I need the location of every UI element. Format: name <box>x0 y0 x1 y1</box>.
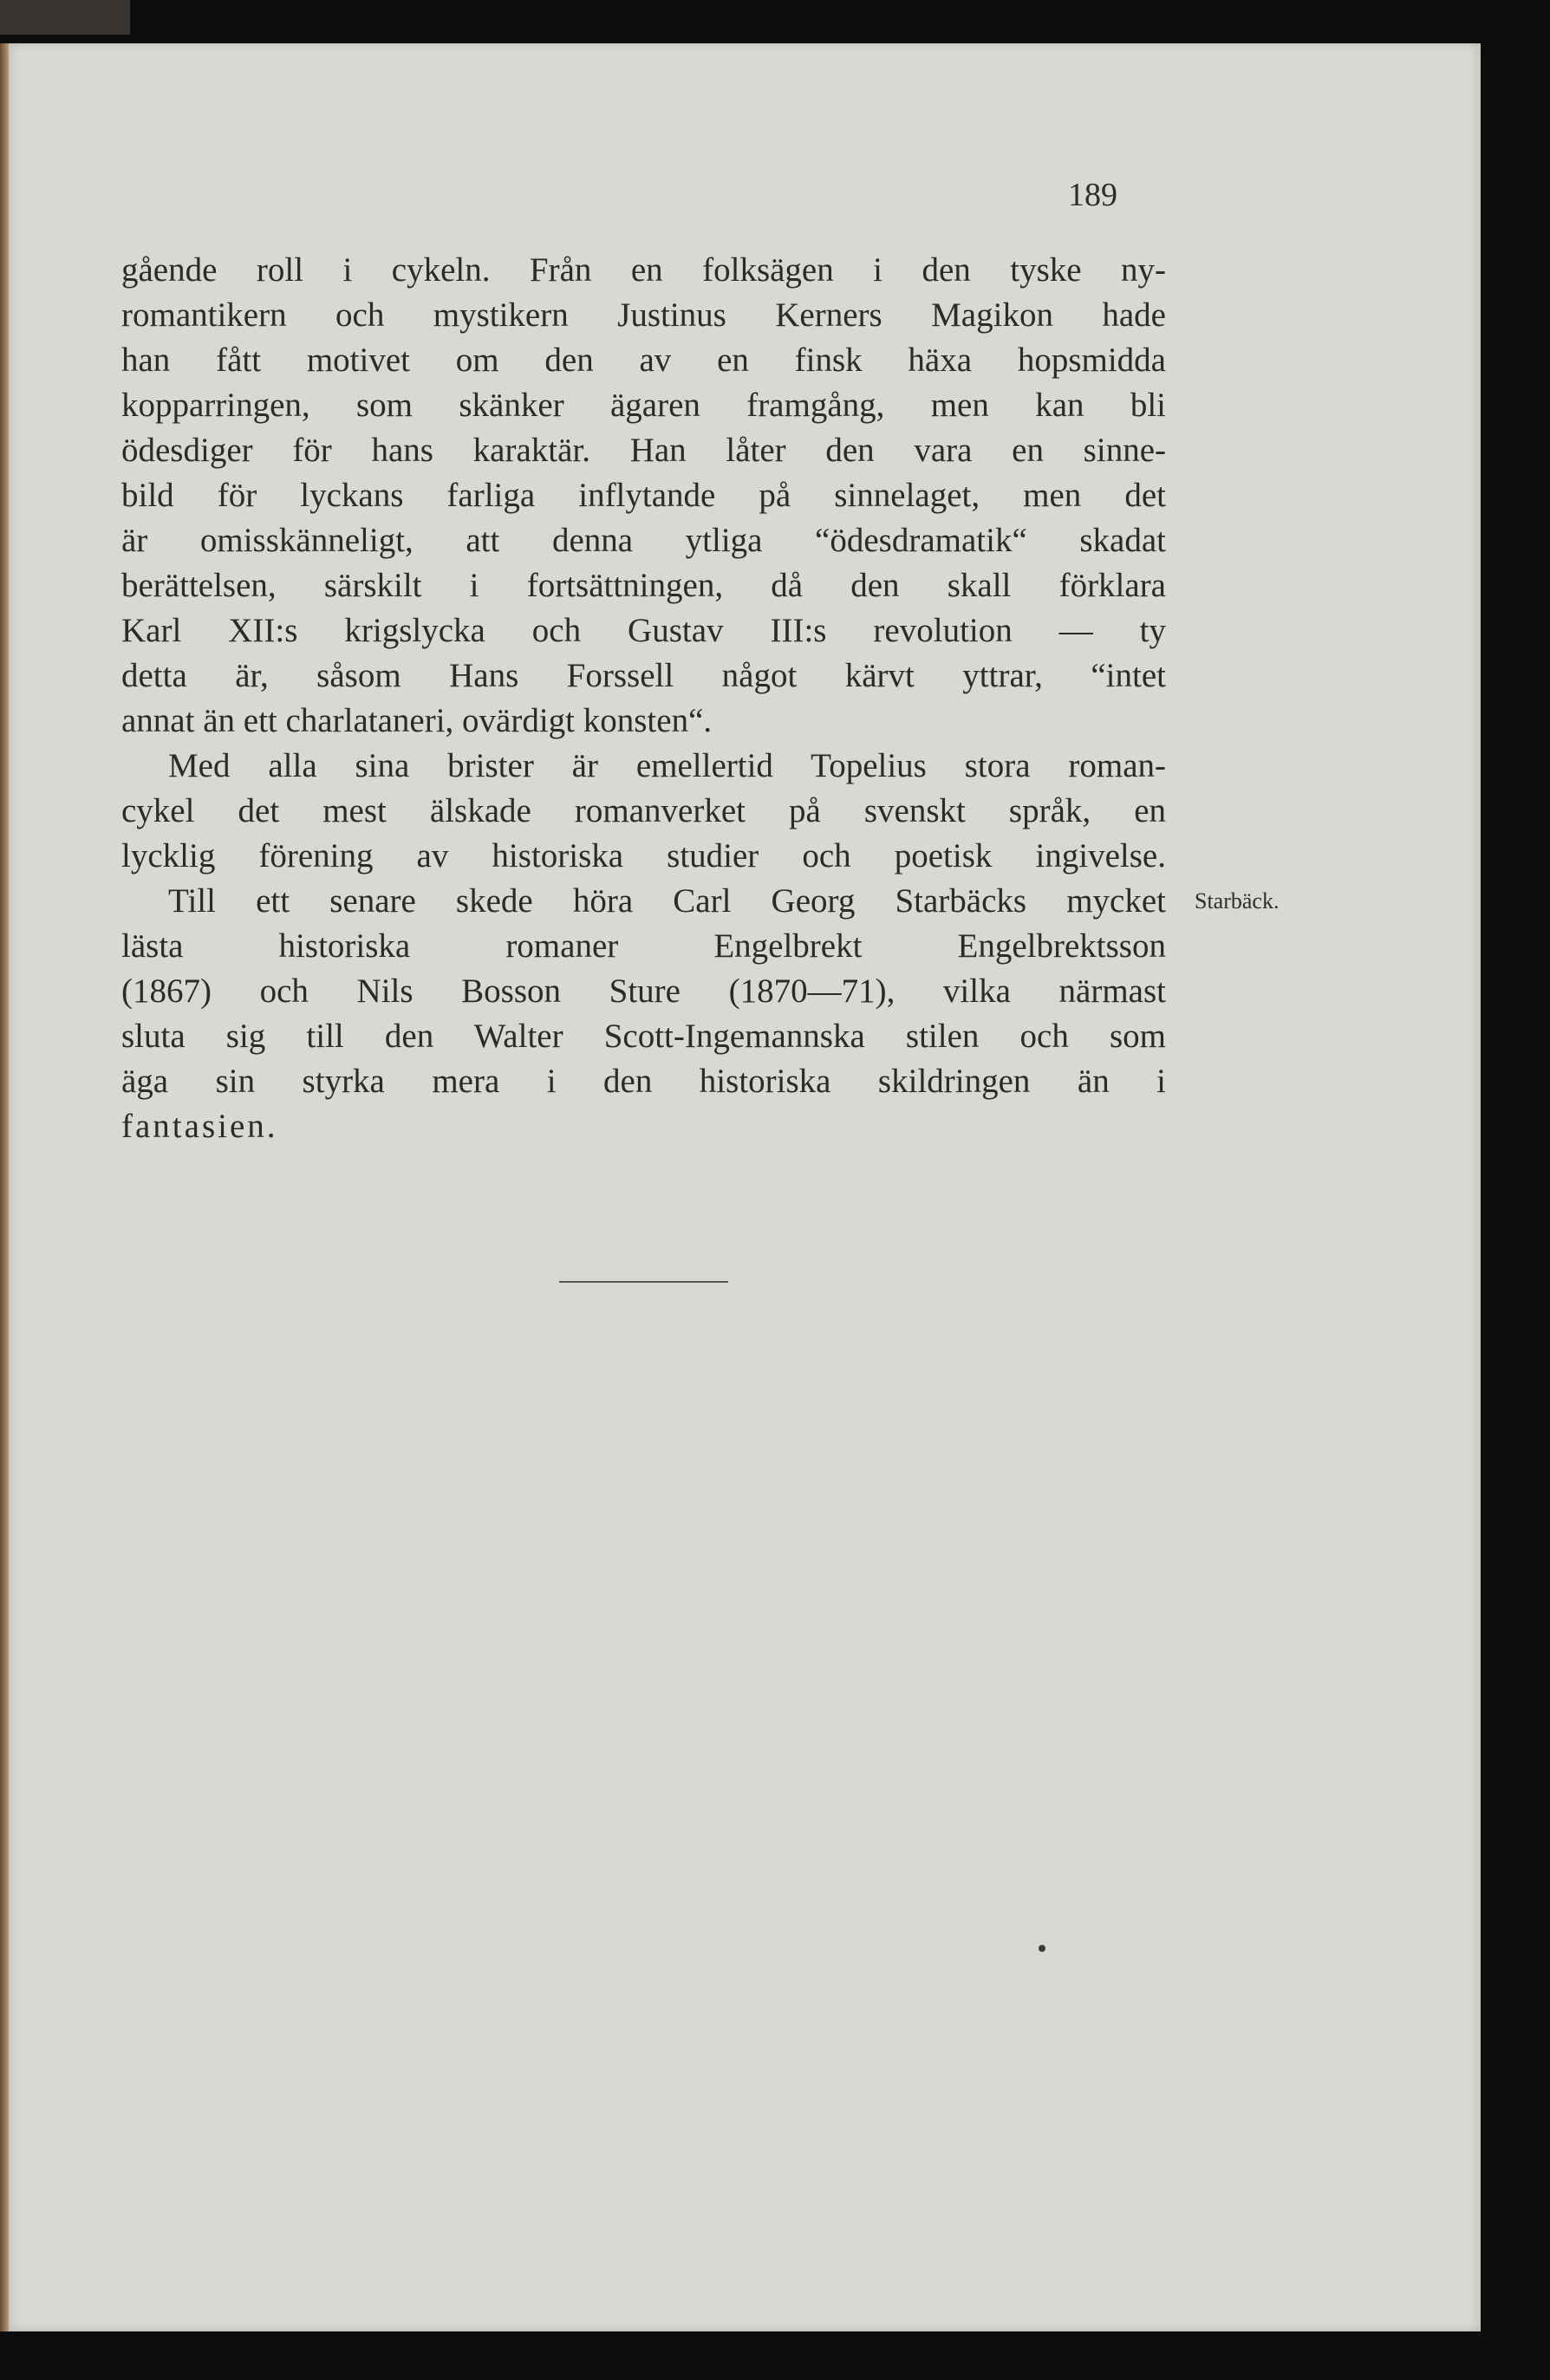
text-line: äga sin styrka mera i den historiska skildringen än i <box>121 1063 1166 1100</box>
scan-top-border <box>0 0 1550 43</box>
text-line: lycklig förening av historiska studier och poetisk ingivelse. <box>121 837 1166 875</box>
page-number: 189 <box>1068 177 1117 213</box>
text-line: ödesdiger för hans karaktär. Han låter den vara en sinne- <box>121 432 1166 469</box>
text-line: han fått motivet om den av en finsk häxa hopsmidda <box>121 341 1166 379</box>
text-line: berättelsen, särskilt i fortsättningen, då den skall förklara <box>121 567 1166 604</box>
text-line: cykel det mest älskade romanverket på svenskt språk, en <box>121 792 1166 829</box>
text-line: romantikern och mystikern Justinus Kerners Magikon hade <box>121 296 1166 334</box>
section-divider-rule <box>559 1281 728 1283</box>
text-line: lästa historiska romaner Engelbrekt Engelbrektsson <box>121 927 1166 965</box>
text-line: detta är, såsom Hans Forssell något kärvt yttrar, “intet <box>121 657 1166 694</box>
paragraph-start-line: Till ett senare skede höra Carl Georg Starbäcks mycket <box>168 882 1166 920</box>
text-line: kopparringen, som skänker ägaren framgång, men kan bli <box>121 387 1166 424</box>
margin-note: Starbäck. <box>1195 888 1280 914</box>
page-spine-edge <box>0 43 9 2331</box>
body-text <box>121 248 1166 1149</box>
text-line: är omisskänneligt, att denna ytliga “ödesdramatik“ skadat <box>121 522 1166 559</box>
text-line: fantasien. <box>121 1108 278 1145</box>
scan-corner-tab <box>0 0 130 35</box>
text-line: gående roll i cykeln. Från en folksägen i den tyske ny- <box>121 251 1166 289</box>
text-line: sluta sig till den Walter Scott-Ingemannska stilen och som <box>121 1018 1166 1055</box>
paragraph-start-line: Med alla sina brister är emellertid Topelius stora roman- <box>168 747 1166 784</box>
ink-speck <box>1039 1945 1045 1952</box>
text-line: annat än ett charlataneri, ovärdigt konsten“. <box>121 702 713 739</box>
text-line: (1867) och Nils Bosson Sture (1870—71), vilka närmast <box>121 972 1166 1010</box>
text-line: Karl XII:s krigslycka och Gustav III:s revolution — ty <box>121 612 1166 649</box>
text-line: bild för lyckans farliga inflytande på sinnelaget, men det <box>121 477 1166 514</box>
